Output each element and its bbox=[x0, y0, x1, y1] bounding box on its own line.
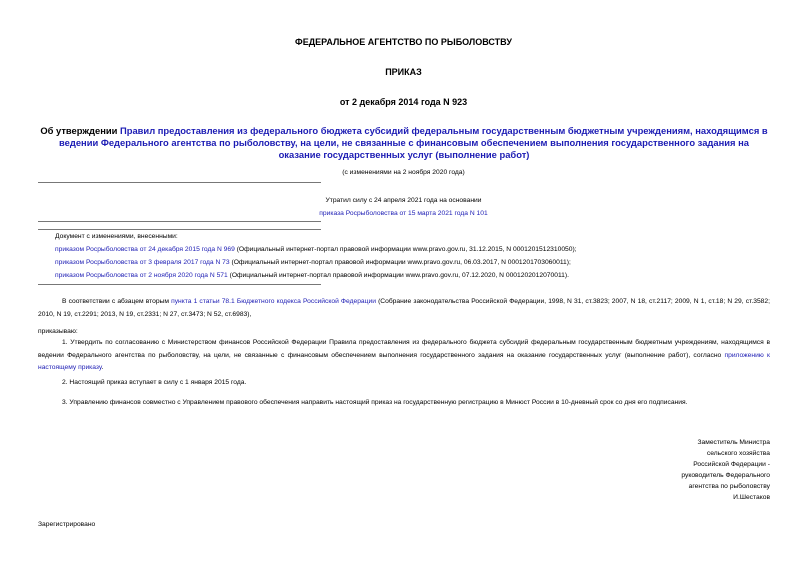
change-source: (Официальный интернет-портал правовой информации www.pravo.gov.ru, 31.12.2015, N 0001201512310050); bbox=[234, 246, 577, 253]
signature-line: агентства по рыболовству bbox=[688, 483, 770, 490]
preamble-text: В соответствии с абзацем вторым bbox=[62, 298, 172, 305]
preamble-paragraph bbox=[38, 296, 770, 321]
signature-block bbox=[681, 437, 770, 503]
signature-line: сельского хозяйства bbox=[706, 450, 770, 457]
change-source: (Официальный интернет-портал правовой информации www.pravo.gov.ru, 07.12.2020, N 0001202012070011). bbox=[227, 272, 569, 279]
change-link[interactable]: приказом Росрыболовства от 24 декабря 2015 года N 969 bbox=[55, 246, 235, 253]
order-word: приказываю: bbox=[38, 328, 78, 335]
title-rules-link[interactable]: Правил предоставления из федерального бюджета субсидий федеральным государственным бюджетным учреждениям, находящимся в ведении Федерального агентства по рыболовству, на цели, не связанные с финансовым обеспечением выполнения государственного задания на оказание государственных услуг (выполнение работ) bbox=[59, 125, 768, 160]
document-title bbox=[38, 125, 770, 161]
clause-1 bbox=[38, 337, 770, 375]
signature-line: Заместитель Министра bbox=[697, 439, 770, 446]
preamble-text: (Собрание законодательства Российской Федерации, 1998, N 31, ст.3823; 2007, N 18, ст.2117; 2009, N 1, ст.18; N 29, ст.3582; 2010, N 19, ст.2291; 2013, N 19, ст.2331; N 27, ст.3473; N 52, ст.6983), bbox=[38, 298, 770, 318]
registered-note: Зарегистрировано bbox=[38, 521, 96, 528]
agency-name: ФЕДЕРАЛЬНОЕ АГЕНТСТВО ПО РЫБОЛОВСТВУ bbox=[295, 37, 512, 47]
signature-line: И.Шестаков bbox=[733, 494, 770, 501]
divider bbox=[38, 182, 321, 183]
changes-item bbox=[55, 243, 577, 256]
amendment-note: (с изменениями на 2 ноября 2020 года) bbox=[342, 169, 465, 176]
change-link[interactable]: приказом Росрыболовства от 3 февраля 2017 года N 73 bbox=[55, 259, 230, 266]
signature-line: руководитель Федерального bbox=[681, 472, 770, 479]
changes-item bbox=[55, 256, 571, 269]
divider bbox=[38, 221, 321, 222]
change-link[interactable]: приказом Росрыболовства от 2 ноября 2020 года N 571 bbox=[55, 272, 228, 279]
document-type: ПРИКАЗ bbox=[385, 67, 422, 77]
status-line: Утратил силу с 24 апреля 2021 года на основании bbox=[325, 197, 482, 204]
clause-3: 3. Управлению финансов совместно с Управлением правового обеспечения направить настоящий приказ на государственную регистрацию в Минюст России в 10-дневный срок со дня его подписания. bbox=[62, 399, 688, 406]
signature-line: Российской Федерации - bbox=[693, 461, 770, 468]
repeal-order-link[interactable]: приказа Росрыболовства от 15 марта 2021 года N 101 bbox=[319, 210, 488, 217]
changes-heading: Документ с изменениями, внесенными: bbox=[55, 233, 178, 240]
divider bbox=[38, 284, 321, 285]
title-prefix: Об утверждении bbox=[40, 125, 120, 136]
clause-1-text: 1. Утвердить по согласованию с Министерством финансов Российской Федерации Правила предоставления из федерального бюджета субсидий федеральным государственным бюджетным учреждениям, находящимся в ведении Федерального агентства по рыболовству, на цели, не связанные с финансовым обеспечением выполнения государственного задания на оказание государственных услуг (выполнение работ), согласно bbox=[38, 339, 770, 359]
document-date-number: от 2 декабря 2014 года N 923 bbox=[339, 97, 468, 107]
change-source: (Официальный интернет-портал правовой информации www.pravo.gov.ru, 06.03.2017, N 0001201703060011); bbox=[229, 259, 571, 266]
clause-1-end: . bbox=[101, 364, 104, 371]
clause-2: 2. Настоящий приказ вступает в силу с 1 января 2015 года. bbox=[62, 379, 247, 386]
appendix-link[interactable]: приложению к настоящему приказу bbox=[38, 351, 770, 371]
budget-code-link[interactable]: пункта 1 статьи 78.1 Бюджетного кодекса Российской Федерации bbox=[171, 298, 376, 305]
status-link-line bbox=[0, 207, 807, 220]
changes-item bbox=[55, 269, 569, 282]
